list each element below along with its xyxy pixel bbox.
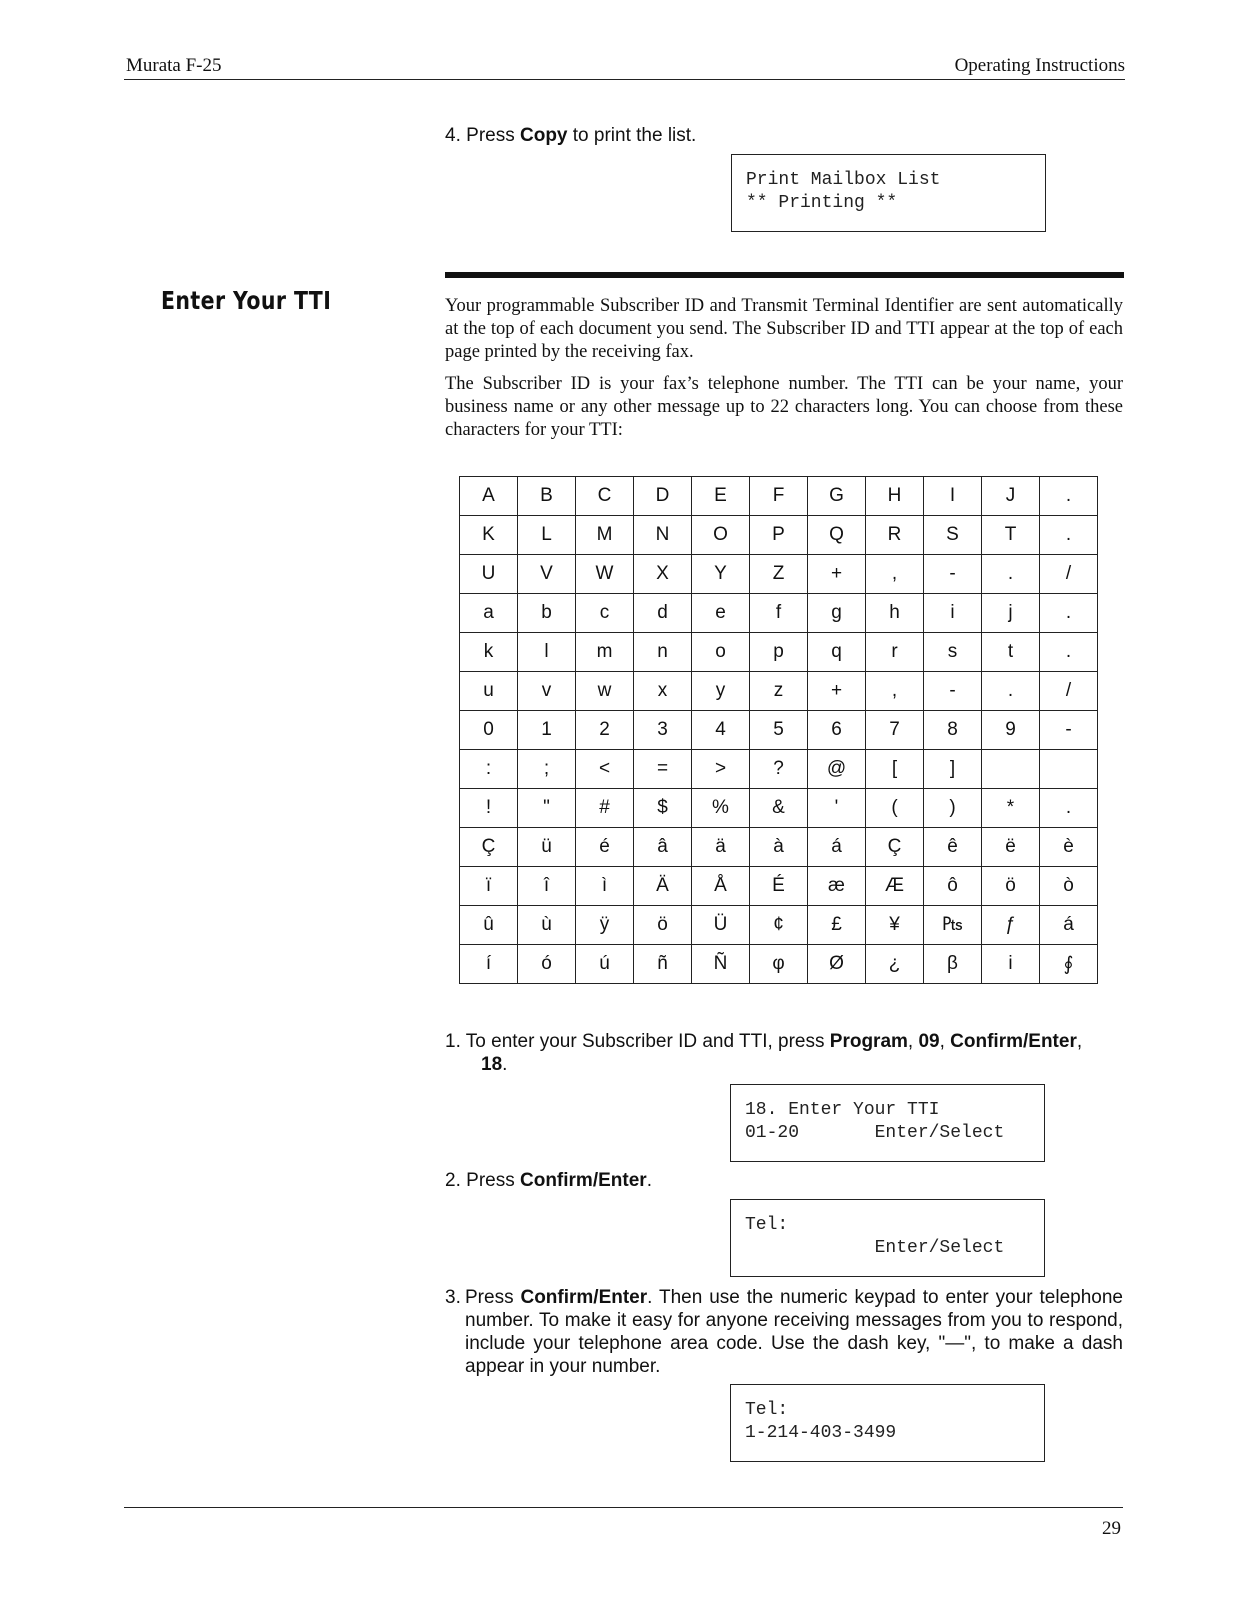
table-cell: b	[518, 594, 576, 633]
table-row	[460, 828, 1098, 867]
table-cell: .	[1040, 477, 1098, 516]
table-cell: £	[808, 906, 866, 945]
table-cell: F	[750, 477, 808, 516]
table-cell: .	[1040, 633, 1098, 672]
table-cell: Æ	[866, 867, 924, 906]
table-cell: â	[634, 828, 692, 867]
table-cell: +	[808, 555, 866, 594]
table-cell: r	[866, 633, 924, 672]
page-number: 29	[1102, 1518, 1121, 1539]
table-cell: Y	[692, 555, 750, 594]
table-cell: M	[576, 516, 634, 555]
table-cell: .	[982, 672, 1040, 711]
table-cell: Ç	[866, 828, 924, 867]
table-cell: f	[750, 594, 808, 633]
table-cell: !	[460, 789, 518, 828]
table-cell: é	[576, 828, 634, 867]
table-cell: #	[576, 789, 634, 828]
table-cell: ñ	[634, 945, 692, 984]
table-cell: E	[692, 477, 750, 516]
header-right: Operating Instructions	[954, 55, 1125, 76]
table-cell	[982, 750, 1040, 789]
table-cell: Z	[750, 555, 808, 594]
table-cell: 8	[924, 711, 982, 750]
table-cell: (	[866, 789, 924, 828]
step-3: 3. Press Confirm/Enter. Then use the numeric keypad to enter your telephone number. To make it easy for anyone receiving messages from you to respond, include your telephone area code. Use the dash key, "—", to make a dash appear in your number.	[445, 1287, 1123, 1377]
table-cell: ö	[982, 867, 1040, 906]
table-cell: ]	[924, 750, 982, 789]
table-cell: )	[924, 789, 982, 828]
table-cell: O	[692, 516, 750, 555]
table-cell: A	[460, 477, 518, 516]
table-cell: +	[808, 672, 866, 711]
copy-key-label: Copy	[520, 125, 568, 146]
table-cell: Ç	[460, 828, 518, 867]
table-cell: >	[692, 750, 750, 789]
table-cell: u	[460, 672, 518, 711]
table-cell: m	[576, 633, 634, 672]
table-cell: T	[982, 516, 1040, 555]
table-cell: ï	[460, 867, 518, 906]
table-cell: p	[750, 633, 808, 672]
table-cell: c	[576, 594, 634, 633]
table-cell: ë	[982, 828, 1040, 867]
table-cell: /	[1040, 672, 1098, 711]
table-cell: è	[1040, 828, 1098, 867]
table-cell: à	[750, 828, 808, 867]
table-cell: B	[518, 477, 576, 516]
section-title: Enter Your TTI	[161, 286, 332, 315]
table-cell: I	[924, 477, 982, 516]
table-cell: a	[460, 594, 518, 633]
table-cell: ö	[634, 906, 692, 945]
table-cell: *	[982, 789, 1040, 828]
table-cell: Ü	[692, 906, 750, 945]
table-cell: .	[982, 555, 1040, 594]
intro-paragraph-1: Your programmable Subscriber ID and Transmit Terminal Identifier are sent automatically at the top of each document you send. The Subscriber ID and TTI appear at the top of each page printed by the receiving fax.	[445, 296, 1123, 362]
table-cell: 6	[808, 711, 866, 750]
step-number: 1.	[445, 1031, 461, 1052]
table-cell: .	[1040, 516, 1098, 555]
table-cell: ƒ	[982, 906, 1040, 945]
table-cell: d	[634, 594, 692, 633]
table-cell: $	[634, 789, 692, 828]
table-cell: N	[634, 516, 692, 555]
table-cell: L	[518, 516, 576, 555]
table-cell: ú	[576, 945, 634, 984]
table-cell: k	[460, 633, 518, 672]
table-cell: ó	[518, 945, 576, 984]
table-cell: Ä	[634, 867, 692, 906]
table-cell: ;	[518, 750, 576, 789]
table-cell: ô	[924, 867, 982, 906]
table-cell: ù	[518, 906, 576, 945]
table-cell: j	[982, 594, 1040, 633]
table-cell: ₧	[924, 906, 982, 945]
table-cell: w	[576, 672, 634, 711]
table-row	[460, 711, 1098, 750]
table-cell: .	[1040, 594, 1098, 633]
table-cell: D	[634, 477, 692, 516]
table-row	[460, 867, 1098, 906]
table-cell: 5	[750, 711, 808, 750]
table-cell: W	[576, 555, 634, 594]
table-row	[460, 672, 1098, 711]
table-cell: V	[518, 555, 576, 594]
table-cell: U	[460, 555, 518, 594]
step-number: 2.	[445, 1170, 461, 1191]
header-left: Murata F-25	[126, 55, 222, 76]
table-cell: ,	[866, 672, 924, 711]
table-cell: φ	[750, 945, 808, 984]
table-cell: í	[460, 945, 518, 984]
table-cell: X	[634, 555, 692, 594]
lcd-display-tel-number: Tel: 1-214-403-3499	[730, 1384, 1045, 1462]
header-rule	[124, 79, 1125, 80]
table-cell: -	[924, 555, 982, 594]
table-cell: 7	[866, 711, 924, 750]
table-cell: x	[634, 672, 692, 711]
table-cell: v	[518, 672, 576, 711]
table-cell: á	[1040, 906, 1098, 945]
table-cell: [	[866, 750, 924, 789]
table-cell: û	[460, 906, 518, 945]
table-row	[460, 516, 1098, 555]
step-number: 4.	[445, 125, 461, 146]
table-cell: i	[982, 945, 1040, 984]
table-cell: ?	[750, 750, 808, 789]
table-cell: É	[750, 867, 808, 906]
table-row	[460, 750, 1098, 789]
table-row	[460, 594, 1098, 633]
table-cell: t	[982, 633, 1040, 672]
table-cell: i	[924, 594, 982, 633]
table-cell: n	[634, 633, 692, 672]
table-cell: J	[982, 477, 1040, 516]
table-cell	[1040, 750, 1098, 789]
table-cell: l	[518, 633, 576, 672]
table-cell: P	[750, 516, 808, 555]
table-cell: ü	[518, 828, 576, 867]
table-row	[460, 633, 1098, 672]
table-cell: .	[1040, 789, 1098, 828]
table-cell: 2	[576, 711, 634, 750]
table-cell: h	[866, 594, 924, 633]
table-cell: 4	[692, 711, 750, 750]
table-cell: %	[692, 789, 750, 828]
table-cell: K	[460, 516, 518, 555]
table-cell: s	[924, 633, 982, 672]
table-cell: Ñ	[692, 945, 750, 984]
section-rule	[445, 272, 1124, 278]
table-cell: ¢	[750, 906, 808, 945]
table-cell: z	[750, 672, 808, 711]
lcd-display-enter-tti: 18. Enter Your TTI 01-20 Enter/Select	[730, 1084, 1045, 1162]
table-cell: ê	[924, 828, 982, 867]
table-cell: y	[692, 672, 750, 711]
table-cell: e	[692, 594, 750, 633]
table-cell: o	[692, 633, 750, 672]
table-cell: -	[924, 672, 982, 711]
table-cell: "	[518, 789, 576, 828]
table-cell: Q	[808, 516, 866, 555]
table-cell: á	[808, 828, 866, 867]
table-cell: @	[808, 750, 866, 789]
lcd-display-print-mailbox: Print Mailbox List ** Printing **	[731, 154, 1046, 232]
table-cell: 1	[518, 711, 576, 750]
table-cell: g	[808, 594, 866, 633]
table-cell: <	[576, 750, 634, 789]
table-cell: /	[1040, 555, 1098, 594]
table-cell: ì	[576, 867, 634, 906]
table-cell: 9	[982, 711, 1040, 750]
table-cell: æ	[808, 867, 866, 906]
table-row	[460, 789, 1098, 828]
table-cell: β	[924, 945, 982, 984]
table-row	[460, 555, 1098, 594]
table-row	[460, 477, 1098, 516]
table-cell: ä	[692, 828, 750, 867]
table-cell: C	[576, 477, 634, 516]
table-cell: H	[866, 477, 924, 516]
lcd-display-tel-prompt: Tel: Enter/Select	[730, 1199, 1045, 1277]
footer-rule	[124, 1507, 1123, 1508]
table-cell: ¿	[866, 945, 924, 984]
table-cell: &	[750, 789, 808, 828]
table-cell: :	[460, 750, 518, 789]
table-cell: 3	[634, 711, 692, 750]
table-cell: '	[808, 789, 866, 828]
step-4: 4. Press Copy to print the list.	[445, 125, 697, 146]
table-cell: -	[1040, 711, 1098, 750]
table-cell: ∮	[1040, 945, 1098, 984]
table-cell: Å	[692, 867, 750, 906]
table-cell: q	[808, 633, 866, 672]
table-cell: Ø	[808, 945, 866, 984]
table-cell: R	[866, 516, 924, 555]
table-cell: 0	[460, 711, 518, 750]
table-cell: G	[808, 477, 866, 516]
table-cell: ¥	[866, 906, 924, 945]
step-number: 3.	[445, 1287, 461, 1308]
table-cell: =	[634, 750, 692, 789]
intro-paragraph-2: The Subscriber ID is your fax’s telephone number. The TTI can be your name, your business name or any other message up to 22 characters long. You can choose from these characters for your TTI:	[445, 374, 1123, 440]
character-table	[459, 476, 1098, 984]
table-cell: ,	[866, 555, 924, 594]
step-2: 2. Press Confirm/Enter.	[445, 1170, 652, 1191]
table-cell: S	[924, 516, 982, 555]
table-cell: ÿ	[576, 906, 634, 945]
table-cell: ò	[1040, 867, 1098, 906]
table-row	[460, 906, 1098, 945]
table-cell: î	[518, 867, 576, 906]
table-row	[460, 945, 1098, 984]
step-1: 1. To enter your Subscriber ID and TTI, press Program, 09, Confirm/Enter, 18.	[445, 1031, 1083, 1075]
